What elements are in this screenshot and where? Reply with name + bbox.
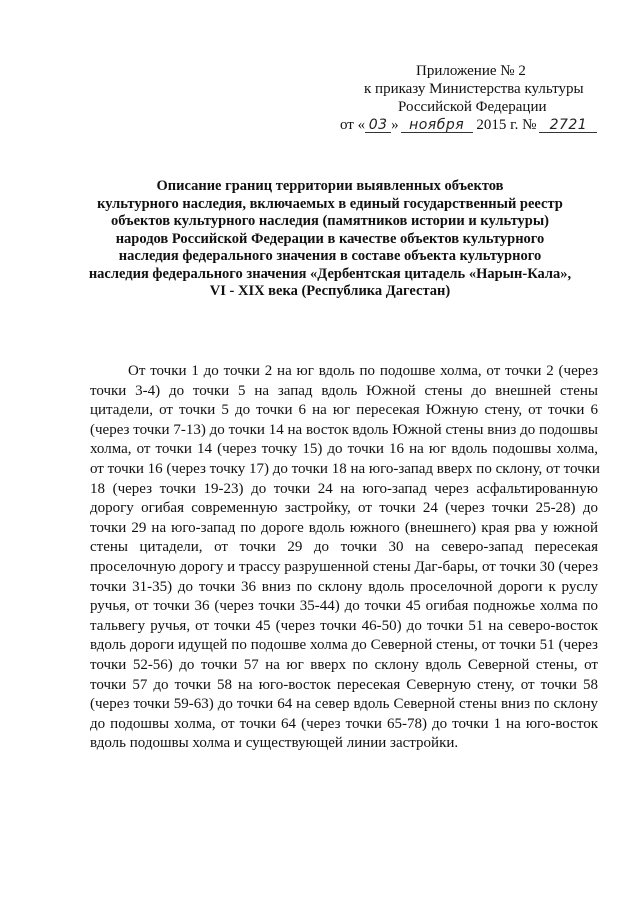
title-line: наследия федерального значения «Дербентская цитадель «Нарын-Кала», — [88, 265, 572, 282]
body-line: 18 (через точки 19-23) до точки 24 на юго-запад через асфальтированную — [90, 480, 598, 497]
body-line: холма, от точки 14 (через точку 15) до точки 16 на юг вдоль подошвы холма, — [90, 441, 598, 458]
title-line: наследия федерального значения в составе объекта культурного — [118, 248, 542, 264]
year-and-number-label: 2015 г. № — [476, 117, 537, 133]
body-line: до подошвы холма, от точки 64 (через точки 65-78) до точки 1 на юго-восток — [90, 715, 598, 732]
body-line: точки 57 до точки 58 на юго-восток пересекая Северную стену, от точки 58 — [90, 676, 598, 693]
title-line: Описание границ территории выявленных объектов — [156, 178, 504, 194]
body-line: (через точки 7-13) до точки 14 на восток вдоль Южной стены вниз до подошвы — [90, 421, 598, 438]
title-line: VI - XIX века (Республика Дагестан) — [209, 283, 451, 299]
body-line: вдоль дороги идущей по подошве холма до Северной стены, от точки 51 (через — [90, 637, 598, 654]
body-line: стены цитадели, от точки 29 до точки 30 на северо-запад пересекая — [90, 539, 598, 556]
body-line: вдоль подошвы холма и существующей линии застройки. — [90, 735, 459, 752]
body-line: точки 31-35) до точки 36 вниз по склону вдоль проселочной дороги к руслу — [90, 578, 598, 595]
date-prefix: от « — [340, 117, 366, 133]
date-mid: » — [391, 117, 399, 133]
body-line: точки 29 на юго-запад по дороге вдоль южного (внешнего) края рва у южной — [90, 519, 598, 536]
order-reference: к приказу Министерства культуры — [364, 81, 584, 97]
body-line: от точки 16 (через точку 17) до точки 18 на юго-запад вверх по склону, от точки — [90, 460, 600, 477]
appendix-number: Приложение № 2 — [416, 63, 526, 79]
title-line: культурного наследия, включаемых в единый государственный реестр — [97, 195, 563, 212]
body-line: ручья, от точки 36 (через точки 35-44) до точки 45 огибая подножье холма по — [90, 598, 598, 615]
boundary-description — [90, 362, 598, 754]
federation-name: Российской Федерации — [398, 99, 547, 115]
body-line: тальвегу ручья, от точки 45 (через точки 46-50) до точки 51 на северо-восток — [90, 617, 598, 634]
appendix-header — [300, 62, 600, 134]
body-line: точки 52-56) до точки 57 на юг вверх по склону вдоль Северной стены, от — [90, 656, 598, 673]
body-line: дорогу огибая современную застройку, от точки 24 (через точки 25-28) до — [90, 500, 598, 517]
body-line: (через точки 59-63) до точки 64 на север вдоль Северной стены вниз по склону — [90, 696, 598, 713]
handwritten-order-number: 2721 — [539, 118, 597, 133]
document-title — [80, 178, 580, 301]
order-date-line — [300, 116, 600, 134]
body-line: цитадели, от точки 5 до точки 6 на юг пересекая Южную стену, от точки 6 — [90, 402, 598, 419]
handwritten-month: ноября — [401, 118, 473, 133]
body-line: От точки 1 до точки 2 на юг вдоль по подошве холма, от точки 2 (через — [128, 363, 598, 379]
title-line: объектов культурного наследия (памятников истории и культуры) — [110, 213, 549, 229]
title-line: народов Российской Федерации в качестве объектов культурного — [115, 230, 545, 247]
body-line: проселочную дорогу и трассу разрушенной стены Даг-бары, от точки 30 (через — [90, 558, 598, 575]
body-line: точки 3-4) до точки 5 на запад вдоль Южной стены до внешней стены — [90, 382, 598, 399]
handwritten-day: 03 — [365, 118, 391, 133]
